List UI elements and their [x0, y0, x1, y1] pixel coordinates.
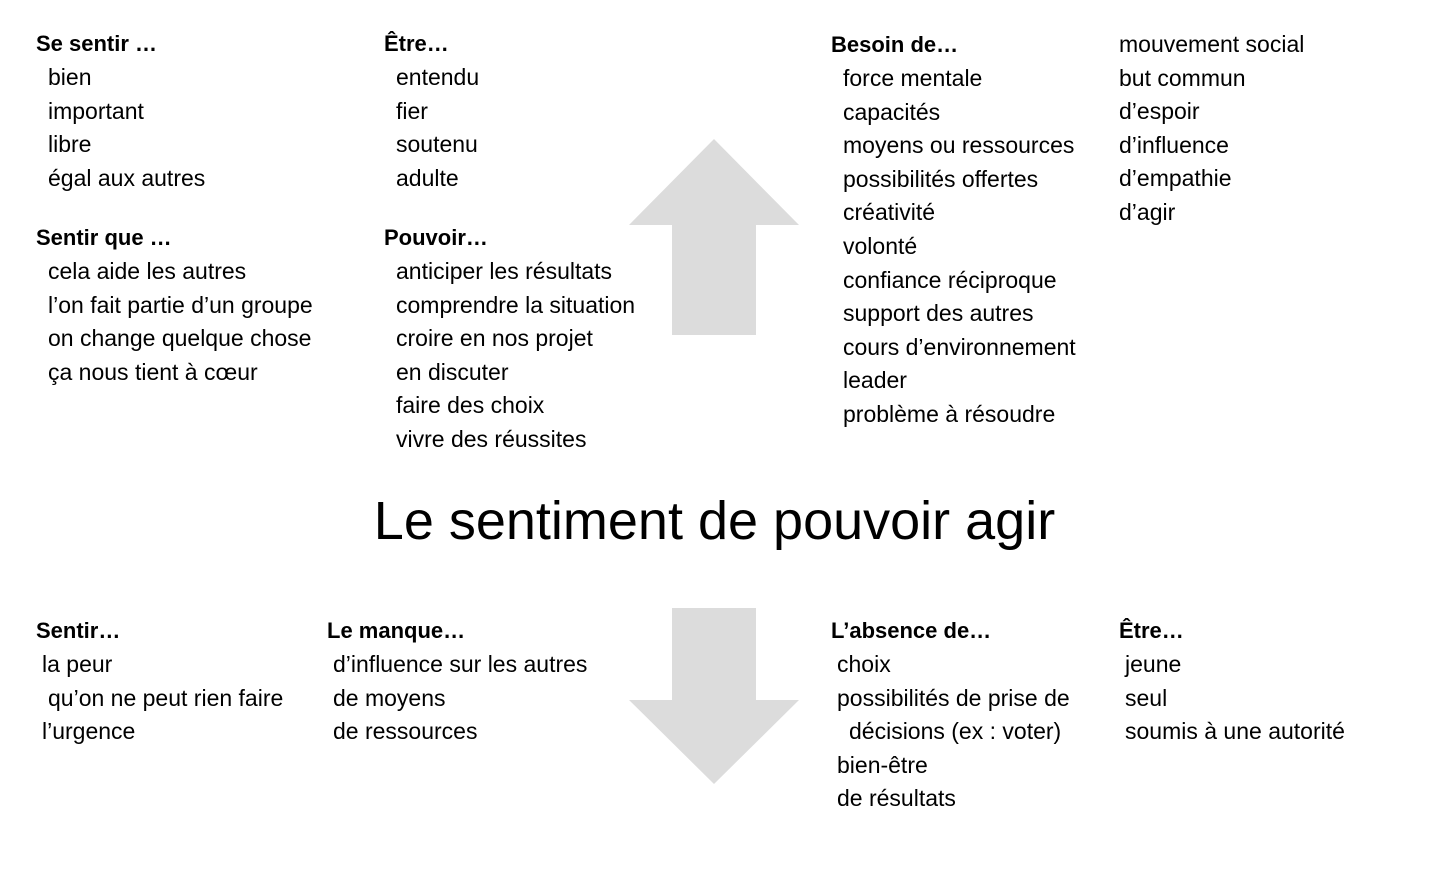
list-item: d’influence sur les autres	[333, 651, 588, 677]
list-item: soumis à une autorité	[1125, 718, 1345, 745]
group-absence-de	[831, 614, 1070, 816]
list-item: moyens ou ressources	[843, 132, 1075, 159]
heading-etre-bottom: Être…	[1119, 618, 1184, 643]
list-item: soutenu	[396, 131, 478, 158]
list-item: adulte	[396, 164, 459, 191]
arrow-up-icon	[629, 139, 799, 335]
list-item: d’espoir	[1119, 98, 1200, 125]
list-item: en discuter	[396, 358, 509, 385]
list-item: créativité	[843, 199, 936, 226]
list-item: décisions (ex : voter)	[849, 718, 1062, 745]
list-item: faire des choix	[396, 392, 545, 419]
list-item: force mentale	[843, 65, 983, 91]
heading-absence-de: L’absence de…	[831, 618, 992, 643]
list-item: fier	[396, 97, 428, 124]
list-item: leader	[843, 367, 907, 394]
heading-sentir: Sentir…	[36, 618, 121, 643]
list-item: d’agir	[1119, 198, 1176, 225]
arrow-up-shape	[629, 139, 799, 335]
list-item: ça nous tient à cœur	[48, 358, 258, 385]
list-item: bien	[48, 64, 92, 90]
list-item: capacités	[843, 98, 941, 125]
group-le-manque	[327, 614, 587, 749]
list-item: on change quelque chose	[48, 325, 312, 352]
list-item: de résultats	[837, 785, 956, 812]
group-etre-top	[384, 27, 479, 195]
page-title: Le sentiment de pouvoir agir	[373, 491, 1056, 551]
list-item: bien-être	[837, 751, 928, 778]
list-item: d’empathie	[1119, 165, 1232, 192]
list-item: possibilités offertes	[843, 165, 1039, 192]
list-item: but commun	[1119, 64, 1246, 91]
list-item: la peur	[42, 651, 113, 677]
list-item: libre	[48, 131, 92, 158]
group-sentir-que	[36, 221, 313, 389]
list-item: confiance réciproque	[843, 266, 1057, 293]
arrow-down-icon	[629, 608, 799, 784]
group-se-sentir	[36, 27, 205, 195]
list-item: jeune	[1125, 651, 1182, 677]
list-item: l’urgence	[42, 718, 136, 745]
list-item: qu’on ne peut rien faire	[48, 684, 284, 711]
group-pouvoir	[384, 221, 635, 457]
list-item: de moyens	[333, 684, 446, 711]
heading-pouvoir: Pouvoir…	[384, 225, 488, 250]
arrow-down-shape	[629, 608, 799, 784]
list-item: égal aux autres	[48, 164, 206, 191]
heading-se-sentir: Se sentir …	[36, 31, 158, 56]
list-item: support des autres	[843, 300, 1034, 327]
list-item: seul	[1125, 684, 1168, 711]
list-item: entendu	[396, 64, 480, 90]
list-item: choix	[837, 651, 891, 677]
list-item: cours d’environnement	[843, 333, 1076, 360]
list-item: croire en nos projet	[396, 325, 593, 352]
list-item: mouvement social	[1119, 31, 1305, 57]
group-besoin-suite	[1119, 28, 1304, 230]
list-item: vivre des réussites	[396, 425, 587, 452]
group-besoin-de	[831, 28, 1076, 432]
heading-besoin-de: Besoin de…	[831, 32, 959, 57]
list-item: volonté	[843, 232, 918, 259]
list-item: d’influence	[1119, 131, 1229, 158]
list-item: de ressources	[333, 718, 478, 745]
list-item: problème à résoudre	[843, 400, 1056, 427]
heading-sentir-que: Sentir que …	[36, 225, 172, 250]
list-item: important	[48, 97, 144, 124]
heading-le-manque: Le manque…	[327, 618, 466, 643]
list-item: anticiper les résultats	[396, 258, 613, 284]
list-item: l’on fait partie d’un groupe	[48, 291, 313, 318]
list-item: comprendre la situation	[396, 291, 636, 318]
group-sentir	[36, 614, 283, 749]
list-item: cela aide les autres	[48, 258, 247, 284]
list-item: possibilités de prise de	[837, 684, 1070, 711]
group-etre-bottom	[1119, 614, 1345, 749]
heading-etre-top: Être…	[384, 31, 449, 56]
